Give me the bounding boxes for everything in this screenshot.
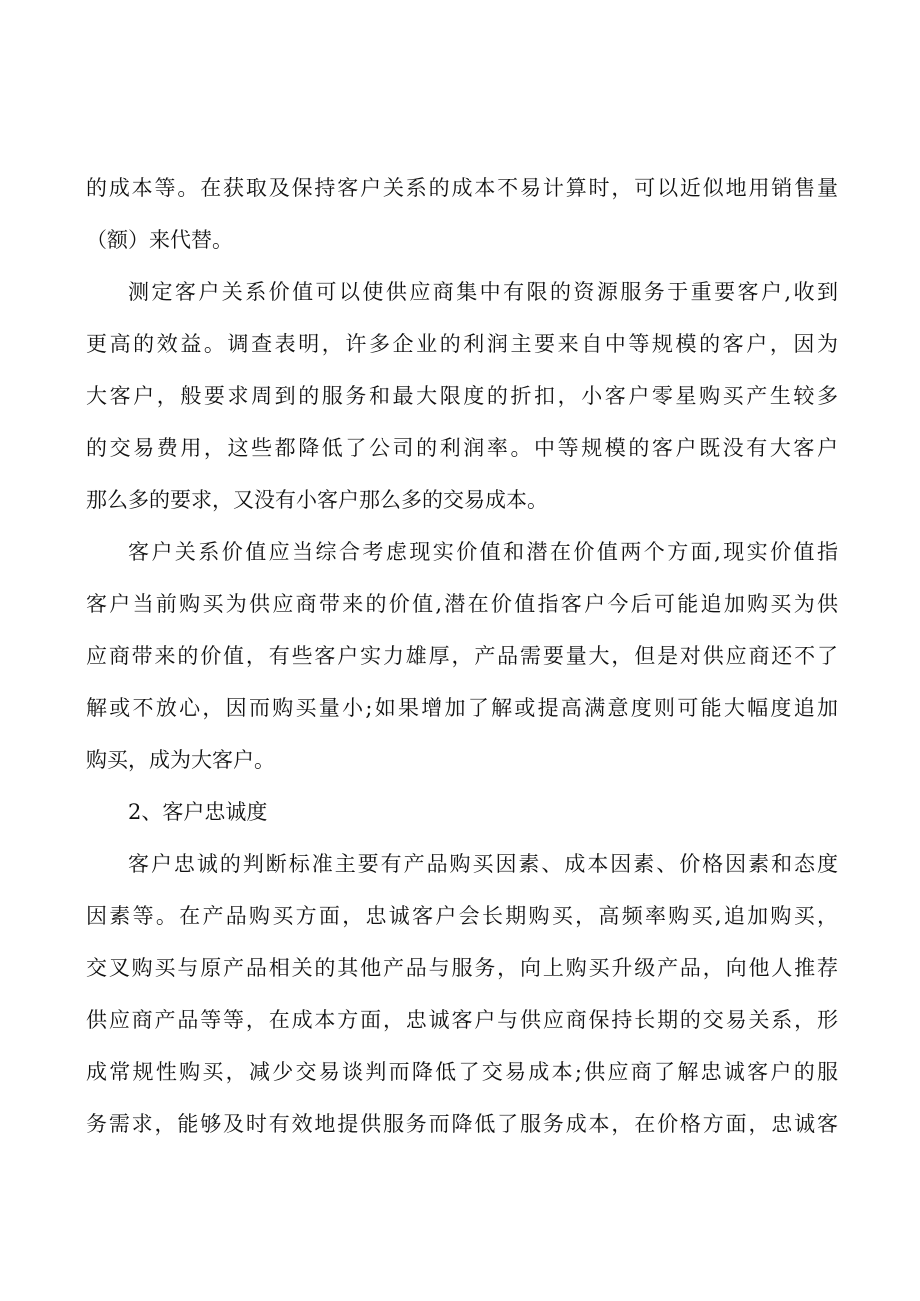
text-line: 客户忠诚的判断标准主要有产品购买因素、成本因素、价格因素和态度 (128, 852, 838, 876)
text-line: 成常规性购买，减少交易谈判而降低了交易成本;供应商了解忠诚客户的服 (86, 1060, 838, 1084)
text-line: 的交易费用，这些都降低了公司的利润率。中等规模的客户既没有大客户 (86, 436, 838, 460)
text-line: 客户关系价值应当综合考虑现实价值和潜在价值两个方面,现实价值指 (128, 540, 838, 564)
text-line: 务需求，能够及时有效地提供服务而降低了服务成本，在价格方面，忠诚客 (86, 1112, 838, 1136)
section-heading: 2、客户忠诚度 (128, 800, 268, 824)
paragraph-real-potential-value (86, 526, 838, 786)
text-line: 客户当前购买为供应商带来的价值,潜在价值指客户今后可能追加购买为供 (86, 592, 838, 616)
text-line: 因素等。在产品购买方面，忠诚客户会长期购买，高频率购买,追加购买， (86, 904, 838, 928)
section-heading-customer-loyalty (86, 786, 838, 838)
text-line: 应商带来的价值，有些客户实力雄厚，产品需要量大，但是对供应商还不了 (86, 644, 838, 668)
text-line: （额）来代替。 (86, 228, 233, 252)
paragraph-loyalty-criteria (86, 838, 838, 1150)
text-line: 交叉购买与原产品相关的其他产品与服务，向上购买升级产品，向他人推荐 (86, 956, 838, 980)
document-body (86, 162, 838, 1150)
text-line: 供应商产品等等，在成本方面，忠诚客户与供应商保持长期的交易关系，形 (86, 1008, 838, 1032)
paragraph-cost-estimate (86, 162, 838, 266)
text-line: 购买，成为大客户。 (86, 748, 275, 772)
text-line: 更高的效益。调查表明，许多企业的利润主要来自中等规模的客户，因为 (86, 332, 838, 356)
paragraph-relationship-value (86, 266, 838, 526)
text-line: 那么多的要求，又没有小客户那么多的交易成本。 (86, 488, 548, 512)
text-line: 解或不放心，因而购买量小;如果增加了解或提高满意度则可能大幅度追加 (86, 696, 838, 720)
text-line: 大客户，般要求周到的服务和最大限度的折扣，小客户零星购买产生较多 (86, 384, 838, 408)
text-line: 的成本等。在获取及保持客户关系的成本不易计算时，可以近似地用销售量 (86, 176, 838, 200)
text-line: 测定客户关系价值可以使供应商集中有限的资源服务于重要客户,收到 (128, 280, 838, 304)
